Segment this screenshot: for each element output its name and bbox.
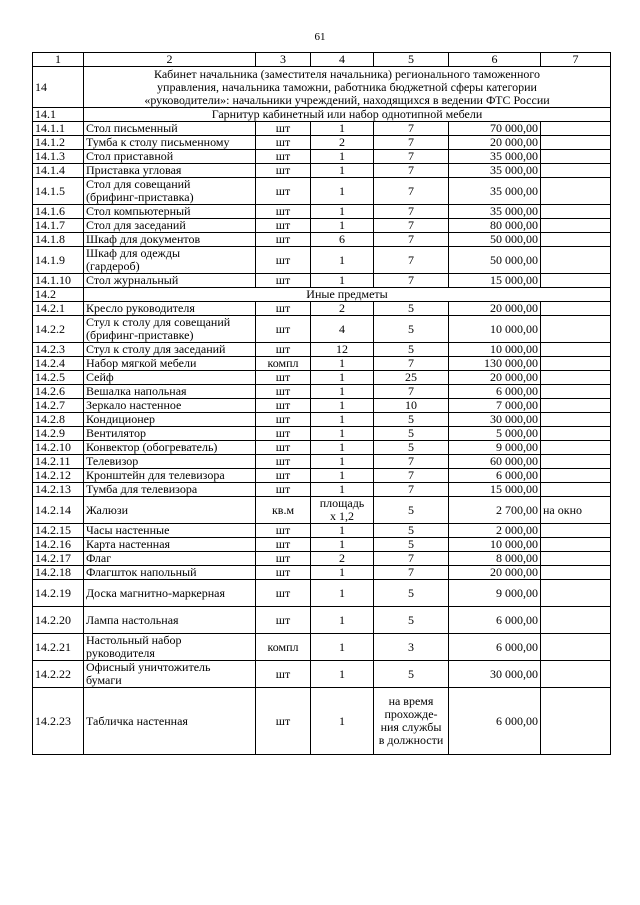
item-code: 14.2.8 <box>33 413 84 427</box>
table-row <box>33 399 611 413</box>
item-quantity: 1 <box>311 205 374 219</box>
item-quantity: 1 <box>311 455 374 469</box>
item-note <box>541 371 611 385</box>
item-name: Табличка настенная <box>84 688 256 755</box>
item-name: Стол для заседаний <box>84 219 256 233</box>
item-service-life: 7 <box>374 219 449 233</box>
item-code: 14.1.4 <box>33 164 84 178</box>
item-service-life: 5 <box>374 661 449 688</box>
item-note <box>541 247 611 274</box>
item-price: 7 000,00 <box>449 399 541 413</box>
item-price: 50 000,00 <box>449 233 541 247</box>
item-price: 10 000,00 <box>449 316 541 343</box>
item-service-life: 7 <box>374 164 449 178</box>
item-name: Часы настенные <box>84 524 256 538</box>
item-price: 35 000,00 <box>449 150 541 164</box>
group-row <box>33 108 611 122</box>
item-quantity: площадь х 1,2 <box>311 497 374 524</box>
item-note <box>541 441 611 455</box>
table-row <box>33 688 611 755</box>
item-name: Тумба для телевизора <box>84 483 256 497</box>
item-note <box>541 524 611 538</box>
table-row <box>33 566 611 580</box>
item-note <box>541 219 611 233</box>
item-code: 14.2.5 <box>33 371 84 385</box>
item-name: Кронштейн для телевизора <box>84 469 256 483</box>
item-code: 14.2.6 <box>33 385 84 399</box>
item-name: Доска магнитно-маркерная <box>84 580 256 607</box>
item-price: 5 000,00 <box>449 427 541 441</box>
item-code: 14.1.2 <box>33 136 84 150</box>
item-quantity: 1 <box>311 178 374 205</box>
item-quantity: 1 <box>311 634 374 661</box>
item-unit: шт <box>256 469 311 483</box>
group-code: 14.2 <box>33 288 84 302</box>
item-code: 14.1.5 <box>33 178 84 205</box>
item-name: Кресло руководителя <box>84 302 256 316</box>
item-price: 15 000,00 <box>449 274 541 288</box>
item-service-life: 5 <box>374 538 449 552</box>
item-price: 6 000,00 <box>449 688 541 755</box>
item-price: 80 000,00 <box>449 219 541 233</box>
table-row <box>33 607 611 634</box>
item-quantity: 1 <box>311 413 374 427</box>
item-quantity: 1 <box>311 661 374 688</box>
item-quantity: 1 <box>311 441 374 455</box>
item-name: Стул к столу для заседаний <box>84 343 256 357</box>
item-name: Набор мягкой мебели <box>84 357 256 371</box>
item-unit: кв.м <box>256 497 311 524</box>
item-service-life: 7 <box>374 233 449 247</box>
item-quantity: 2 <box>311 302 374 316</box>
column-header: 4 <box>311 53 374 67</box>
item-quantity: 1 <box>311 566 374 580</box>
item-price: 60 000,00 <box>449 455 541 469</box>
item-unit: шт <box>256 385 311 399</box>
item-unit: шт <box>256 178 311 205</box>
item-code: 14.2.17 <box>33 552 84 566</box>
item-unit: шт <box>256 607 311 634</box>
item-note <box>541 607 611 634</box>
item-service-life: 5 <box>374 427 449 441</box>
item-name: Зеркало настенное <box>84 399 256 413</box>
item-note <box>541 150 611 164</box>
item-service-life: 7 <box>374 205 449 219</box>
table-row <box>33 205 611 219</box>
item-code: 14.1.10 <box>33 274 84 288</box>
item-service-life: 7 <box>374 122 449 136</box>
item-note <box>541 634 611 661</box>
item-unit: шт <box>256 233 311 247</box>
item-code: 14.1.7 <box>33 219 84 233</box>
item-unit: компл <box>256 634 311 661</box>
item-price: 6 000,00 <box>449 634 541 661</box>
item-note <box>541 136 611 150</box>
item-service-life: 7 <box>374 136 449 150</box>
item-service-life: 7 <box>374 178 449 205</box>
item-name: Конвектор (обогреватель) <box>84 441 256 455</box>
item-note <box>541 661 611 688</box>
group-title: Гарнитур кабинетный или набор однотипной мебели <box>84 108 611 122</box>
item-note <box>541 164 611 178</box>
item-name: Флагшток напольный <box>84 566 256 580</box>
item-price: 30 000,00 <box>449 661 541 688</box>
item-note <box>541 688 611 755</box>
item-price: 35 000,00 <box>449 178 541 205</box>
item-service-life: на время прохожде- ния службы в должности <box>374 688 449 755</box>
item-name: Стул к столу для совещаний (брифинг-приставке) <box>84 316 256 343</box>
item-note <box>541 343 611 357</box>
item-unit: шт <box>256 524 311 538</box>
item-code: 14.1.1 <box>33 122 84 136</box>
table-row <box>33 385 611 399</box>
item-quantity: 1 <box>311 483 374 497</box>
section-title: Кабинет начальника (заместителя начальника) регионального таможенного управления, начальника таможни, работника бюджетной сферы категории «руководители»: начальники учреждений, находящихся в ведении ФТС России <box>84 67 611 108</box>
item-note <box>541 205 611 219</box>
item-unit: шт <box>256 316 311 343</box>
item-note <box>541 233 611 247</box>
item-note <box>541 469 611 483</box>
item-note <box>541 566 611 580</box>
group-row <box>33 288 611 302</box>
item-quantity: 2 <box>311 552 374 566</box>
item-service-life: 7 <box>374 274 449 288</box>
item-name: Кондиционер <box>84 413 256 427</box>
item-unit: компл <box>256 357 311 371</box>
item-code: 14.2.16 <box>33 538 84 552</box>
item-unit: шт <box>256 552 311 566</box>
item-note <box>541 385 611 399</box>
item-price: 20 000,00 <box>449 136 541 150</box>
item-service-life: 7 <box>374 566 449 580</box>
item-service-life: 7 <box>374 150 449 164</box>
item-quantity: 1 <box>311 247 374 274</box>
item-code: 14.2.11 <box>33 455 84 469</box>
item-unit: шт <box>256 441 311 455</box>
item-unit: шт <box>256 136 311 150</box>
item-name: Вентилятор <box>84 427 256 441</box>
table-row <box>33 122 611 136</box>
item-quantity: 6 <box>311 233 374 247</box>
item-price: 20 000,00 <box>449 302 541 316</box>
item-name: Шкаф для документов <box>84 233 256 247</box>
item-note <box>541 274 611 288</box>
item-code: 14.2.19 <box>33 580 84 607</box>
item-service-life: 25 <box>374 371 449 385</box>
table-row <box>33 150 611 164</box>
column-header: 3 <box>256 53 311 67</box>
item-name: Приставка угловая <box>84 164 256 178</box>
table-row <box>33 178 611 205</box>
item-price: 6 000,00 <box>449 607 541 634</box>
item-quantity: 1 <box>311 469 374 483</box>
item-code: 14.2.7 <box>33 399 84 413</box>
table-row <box>33 136 611 150</box>
item-code: 14.1.6 <box>33 205 84 219</box>
item-note <box>541 483 611 497</box>
item-note <box>541 427 611 441</box>
item-price: 50 000,00 <box>449 247 541 274</box>
item-service-life: 5 <box>374 316 449 343</box>
item-note <box>541 455 611 469</box>
item-unit: шт <box>256 343 311 357</box>
item-quantity: 1 <box>311 688 374 755</box>
item-service-life: 5 <box>374 497 449 524</box>
item-service-life: 5 <box>374 343 449 357</box>
item-unit: шт <box>256 205 311 219</box>
item-quantity: 1 <box>311 371 374 385</box>
item-name: Офисный уничтожитель бумаги <box>84 661 256 688</box>
table-row <box>33 469 611 483</box>
item-note <box>541 316 611 343</box>
item-code: 14.2.3 <box>33 343 84 357</box>
table-row <box>33 552 611 566</box>
item-price: 70 000,00 <box>449 122 541 136</box>
item-note <box>541 302 611 316</box>
item-unit: шт <box>256 219 311 233</box>
column-header: 6 <box>449 53 541 67</box>
item-unit: шт <box>256 122 311 136</box>
item-quantity: 1 <box>311 219 374 233</box>
group-code: 14.1 <box>33 108 84 122</box>
item-unit: шт <box>256 661 311 688</box>
item-quantity: 1 <box>311 357 374 371</box>
item-code: 14.2.4 <box>33 357 84 371</box>
section-code: 14 <box>33 67 84 108</box>
item-name: Лампа настольная <box>84 607 256 634</box>
table-row <box>33 316 611 343</box>
item-quantity: 12 <box>311 343 374 357</box>
item-price: 20 000,00 <box>449 371 541 385</box>
item-code: 14.2.12 <box>33 469 84 483</box>
item-name: Стол журнальный <box>84 274 256 288</box>
table-row <box>33 427 611 441</box>
column-header-row <box>33 53 611 67</box>
item-service-life: 5 <box>374 580 449 607</box>
table-row <box>33 247 611 274</box>
item-unit: шт <box>256 247 311 274</box>
item-name: Карта настенная <box>84 538 256 552</box>
item-price: 2 000,00 <box>449 524 541 538</box>
item-price: 35 000,00 <box>449 205 541 219</box>
item-service-life: 7 <box>374 483 449 497</box>
column-header: 5 <box>374 53 449 67</box>
table-row <box>33 371 611 385</box>
item-service-life: 5 <box>374 413 449 427</box>
item-unit: шт <box>256 399 311 413</box>
item-service-life: 10 <box>374 399 449 413</box>
item-name: Шкаф для одежды (гардероб) <box>84 247 256 274</box>
table-row <box>33 580 611 607</box>
item-code: 14.2.2 <box>33 316 84 343</box>
item-note <box>541 552 611 566</box>
item-code: 14.2.22 <box>33 661 84 688</box>
item-service-life: 3 <box>374 634 449 661</box>
item-quantity: 1 <box>311 524 374 538</box>
item-name: Стол компьютерный <box>84 205 256 219</box>
item-price: 15 000,00 <box>449 483 541 497</box>
item-unit: шт <box>256 413 311 427</box>
item-price: 30 000,00 <box>449 413 541 427</box>
item-service-life: 5 <box>374 607 449 634</box>
item-price: 20 000,00 <box>449 566 541 580</box>
item-unit: шт <box>256 566 311 580</box>
item-unit: шт <box>256 483 311 497</box>
item-note <box>541 399 611 413</box>
table-row <box>33 343 611 357</box>
item-price: 10 000,00 <box>449 343 541 357</box>
item-service-life: 7 <box>374 385 449 399</box>
page-number: 61 <box>314 31 326 43</box>
table-row <box>33 538 611 552</box>
table-row <box>33 455 611 469</box>
item-code: 14.2.10 <box>33 441 84 455</box>
item-code: 14.2.15 <box>33 524 84 538</box>
norms-table <box>32 52 611 755</box>
item-service-life: 7 <box>374 469 449 483</box>
table-row <box>33 233 611 247</box>
item-price: 6 000,00 <box>449 469 541 483</box>
item-quantity: 4 <box>311 316 374 343</box>
item-quantity: 2 <box>311 136 374 150</box>
item-unit: шт <box>256 274 311 288</box>
item-service-life: 7 <box>374 552 449 566</box>
item-name: Тумба к столу письменному <box>84 136 256 150</box>
item-quantity: 1 <box>311 538 374 552</box>
item-service-life: 5 <box>374 441 449 455</box>
item-code: 14.1.9 <box>33 247 84 274</box>
item-code: 14.2.23 <box>33 688 84 755</box>
item-code: 14.2.21 <box>33 634 84 661</box>
item-price: 2 700,00 <box>449 497 541 524</box>
item-code: 14.2.20 <box>33 607 84 634</box>
table-row <box>33 483 611 497</box>
item-unit: шт <box>256 538 311 552</box>
item-price: 6 000,00 <box>449 385 541 399</box>
item-unit: шт <box>256 371 311 385</box>
table-row <box>33 274 611 288</box>
item-code: 14.2.1 <box>33 302 84 316</box>
table-row <box>33 219 611 233</box>
item-quantity: 1 <box>311 427 374 441</box>
item-code: 14.1.8 <box>33 233 84 247</box>
item-note <box>541 580 611 607</box>
column-header: 2 <box>84 53 256 67</box>
item-note <box>541 357 611 371</box>
item-name: Стол приставной <box>84 150 256 164</box>
table-row <box>33 441 611 455</box>
item-quantity: 1 <box>311 607 374 634</box>
item-quantity: 1 <box>311 399 374 413</box>
item-price: 10 000,00 <box>449 538 541 552</box>
table-row <box>33 661 611 688</box>
group-title: Иные предметы <box>84 288 611 302</box>
item-unit: шт <box>256 427 311 441</box>
item-name: Вешалка напольная <box>84 385 256 399</box>
item-note <box>541 122 611 136</box>
item-code: 14.2.13 <box>33 483 84 497</box>
item-unit: шт <box>256 150 311 164</box>
column-header: 7 <box>541 53 611 67</box>
item-service-life: 7 <box>374 455 449 469</box>
item-note <box>541 538 611 552</box>
section-row <box>33 67 611 108</box>
item-unit: шт <box>256 164 311 178</box>
item-unit: шт <box>256 688 311 755</box>
table-row <box>33 302 611 316</box>
table-row <box>33 357 611 371</box>
item-quantity: 1 <box>311 385 374 399</box>
item-quantity: 1 <box>311 150 374 164</box>
item-code: 14.2.18 <box>33 566 84 580</box>
item-unit: шт <box>256 580 311 607</box>
item-name: Телевизор <box>84 455 256 469</box>
item-price: 8 000,00 <box>449 552 541 566</box>
item-unit: шт <box>256 302 311 316</box>
item-name: Стол для совещаний (брифинг-приставка) <box>84 178 256 205</box>
item-service-life: 5 <box>374 302 449 316</box>
item-name: Флаг <box>84 552 256 566</box>
item-quantity: 1 <box>311 274 374 288</box>
item-price: 130 000,00 <box>449 357 541 371</box>
item-note: на окно <box>541 497 611 524</box>
item-unit: шт <box>256 455 311 469</box>
table-row <box>33 524 611 538</box>
table-row <box>33 164 611 178</box>
item-note <box>541 178 611 205</box>
table-row <box>33 634 611 661</box>
item-quantity: 1 <box>311 580 374 607</box>
item-service-life: 7 <box>374 247 449 274</box>
table-row <box>33 413 611 427</box>
item-price: 9 000,00 <box>449 441 541 455</box>
item-name: Жалюзи <box>84 497 256 524</box>
item-name: Сейф <box>84 371 256 385</box>
table-row <box>33 497 611 524</box>
item-name: Стол письменный <box>84 122 256 136</box>
column-header: 1 <box>33 53 84 67</box>
item-service-life: 7 <box>374 357 449 371</box>
item-code: 14.2.14 <box>33 497 84 524</box>
item-price: 35 000,00 <box>449 164 541 178</box>
item-quantity: 1 <box>311 122 374 136</box>
item-price: 9 000,00 <box>449 580 541 607</box>
item-code: 14.1.3 <box>33 150 84 164</box>
item-quantity: 1 <box>311 164 374 178</box>
item-code: 14.2.9 <box>33 427 84 441</box>
item-note <box>541 413 611 427</box>
item-service-life: 5 <box>374 524 449 538</box>
item-name: Настольный набор руководителя <box>84 634 256 661</box>
